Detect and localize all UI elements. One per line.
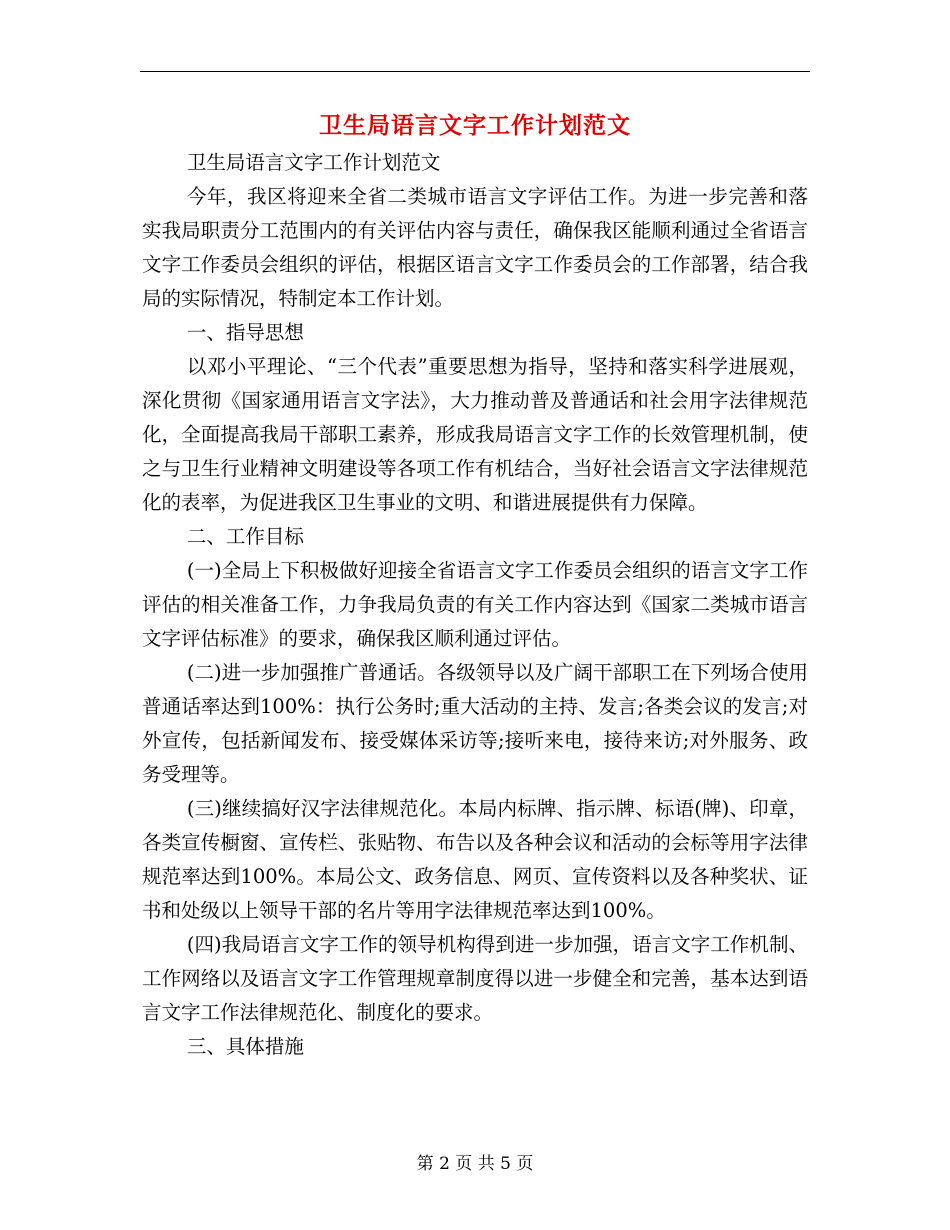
paragraph-intro: 今年，我区将迎来全省二类城市语言文字评估工作。为进一步完善和落实我局职责分工范围内的有关评估内容与责任，确保我区能顺利通过全省语言文字工作委员会组织的评估，根据区语言文字工作委员会的工作部署，结合我局的实际情况，特制定本工作计划。 xyxy=(142,185,808,310)
document-body xyxy=(142,146,808,1064)
paragraph-goal-4: (四)我局语言文字工作的领导机构得到进一步加强，语言文字工作机制、工作网络以及语言文字工作管理规章制度得以进一步健全和完善，基本达到语言文字工作法律规范化、制度化的要求。 xyxy=(142,933,808,1024)
paragraph-guiding-thought: 以邓小平理论、“三个代表”重要思想为指导，坚持和落实科学进展观，深化贯彻《国家通用语言文字法》，大力推动普及普通话和社会用字法律规范化，全面提高我局干部职工素养，形成我局语言文字工作的长效管理机制，使之与卫生行业精神文明建设等各项工作有机结合，当好社会语言文字法律规范化的表率，为促进我区卫生事业的文明、和谐进展提供有力保障。 xyxy=(142,355,808,514)
header-rule xyxy=(140,71,810,72)
section-heading-work-goals: 二、工作目标 xyxy=(186,525,304,548)
paragraph-goal-3: (三)继续搞好汉字法律规范化。本局内标牌、指示牌、标语(牌)、印章，各类宣传橱窗、宣传栏、张贴物、布告以及各种会议和活动的会标等用字法律规范率达到100%。本局公文、政务信息、网页、宣传资料以及各种奖状、证书和处级以上领导干部的名片等用字法律规范率达到100%。 xyxy=(142,797,808,922)
section-heading-measures: 三、具体措施 xyxy=(186,1035,304,1058)
section-heading-guiding-thought: 一、指导思想 xyxy=(186,321,304,344)
paragraph-goal-2: (二)进一步加强推广普通话。各级领导以及广阔干部职工在下列场合使用普通话率达到100%：执行公务时;重大活动的主持、发言;各类会议的发言;对外宣传，包括新闻发布、接受媒体采访等;接听来电，接待来访;对外服务、政务受理等。 xyxy=(142,661,808,786)
paragraph-goal-1: (一)全局上下积极做好迎接全省语言文字工作委员会组织的语言文字工作评估的相关准备工作，力争我局负责的有关工作内容达到《国家二类城市语言文字评估标准》的要求，确保我区顺利通过评估。 xyxy=(142,559,808,650)
document-title: 卫生局语言文字工作计划范文 xyxy=(319,112,631,139)
page-number: 第 2 页 共 5 页 xyxy=(416,1154,534,1174)
paragraph-subtitle: 卫生局语言文字工作计划范文 xyxy=(186,151,441,174)
